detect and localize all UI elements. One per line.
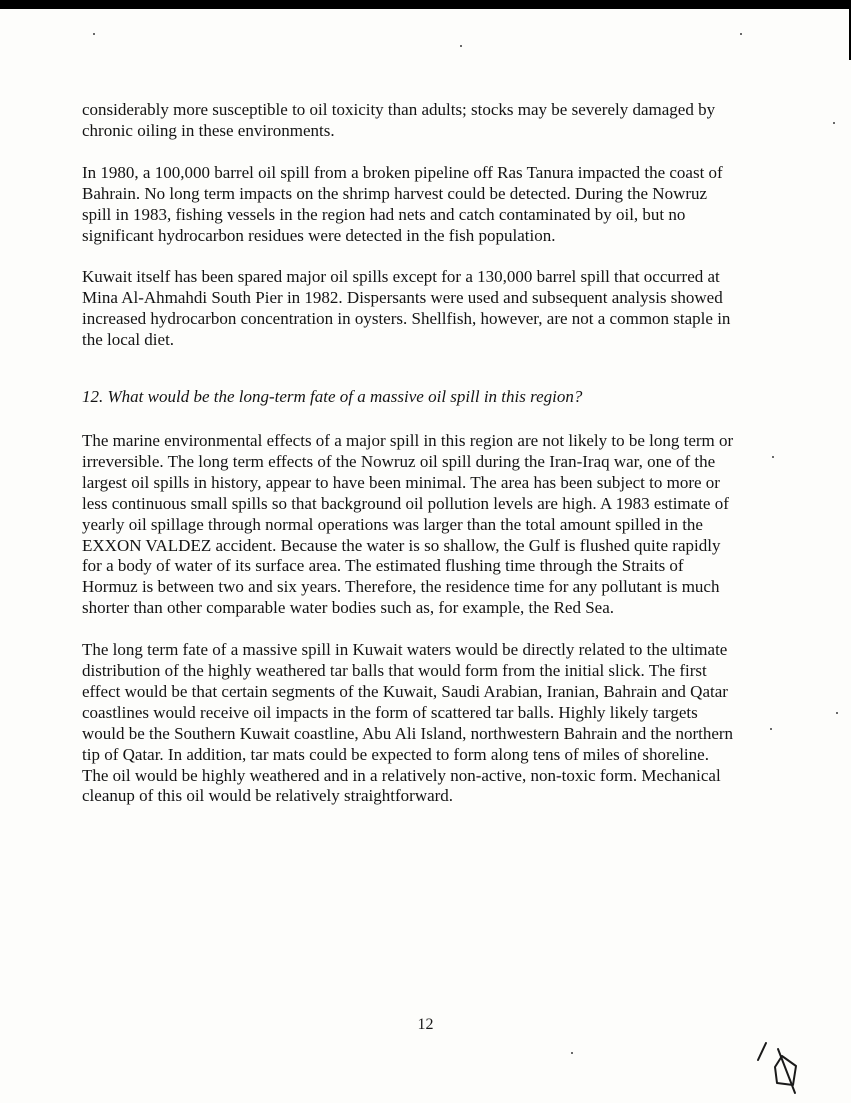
scan-speck [571,1052,573,1054]
body-paragraph: In 1980, a 100,000 barrel oil spill from a broken pipeline off Ras Tanura impacted the coast of Bahrain. No long term impacts on the shrimp harvest could be detected. During the Nowruz spill in 1983, fishing vessels in the region had nets and catch contaminated by oil, but no significant hydrocarbon residues were detected in the fish population. [82,162,723,245]
body-paragraph: Kuwait itself has been spared major oil spills except for a 130,000 barrel spill that occurred at Mina Al-Ahmahdi South Pier in 1982. Dispersants were used and subsequent analysis showed increased hydrocarbon concentration in oysters. Shellfish, however, are not a common staple in the local diet. [82,267,731,350]
body-paragraph: The long term fate of a massive spill in Kuwait waters would be directly related to the ultimate distribution of the highly weathered tar balls that would form from the initial slick. The first effect would be that certain segments of the Kuwait, Saudi Arabian, Iranian, Bahrain and Qatar coastlines would receive oil impacts in the form of scattered tar balls. Highly likely targets would be the Southern Kuwait coastline, Abu Ali Island, northwestern Bahrain and the northern tip of Qatar. In addition, tar mats could be expected to form along tens of miles of shoreline. The oil would be highly weathered and in a relatively non-active, non-toxic form. Mechanical cleanup of this oil would be relatively straightforward. [82,640,734,806]
body-paragraph: The marine environmental effects of a major spill in this region are not likely to be long term or irreversible. The long term effects of the Nowruz oil spill during the Iran-Iraq war, one of the largest oil spills in history, appear to have been minimal. The area has been subject to more or less continuous small spills so that background oil pollution levels are high. A 1983 estimate of yearly oil spillage through normal operations was larger than the total amount spilled in the EXXON VALDEZ accident. Because the water is so shallow, the Gulf is flushed quite rapidly for a body of water of its surface area. The estimated flushing time through the Straits of Hormuz is between two and six years. Therefore, the residence time for any pollutant is much shorter than other comparable water bodies such as, for example, the Red Sea. [82,430,734,618]
handwritten-mark-icon [752,1040,804,1098]
scan-speck [93,33,95,35]
scan-speck [836,712,838,714]
scan-speck [772,456,774,458]
section-question-heading: 12. What would be the long-term fate of a massive oil spill in this region? [82,387,583,407]
scan-speck [833,122,835,124]
page-number: 12 [417,1016,434,1033]
page-text-block [82,100,734,828]
scan-speck [770,728,772,730]
scan-speck [740,33,742,35]
body-paragraph: considerably more susceptible to oil toxicity than adults; stocks may be severely damaged by chronic oiling in these environments. [82,100,716,140]
scan-speck [460,45,462,47]
scan-artifact-top-bar [0,0,851,9]
